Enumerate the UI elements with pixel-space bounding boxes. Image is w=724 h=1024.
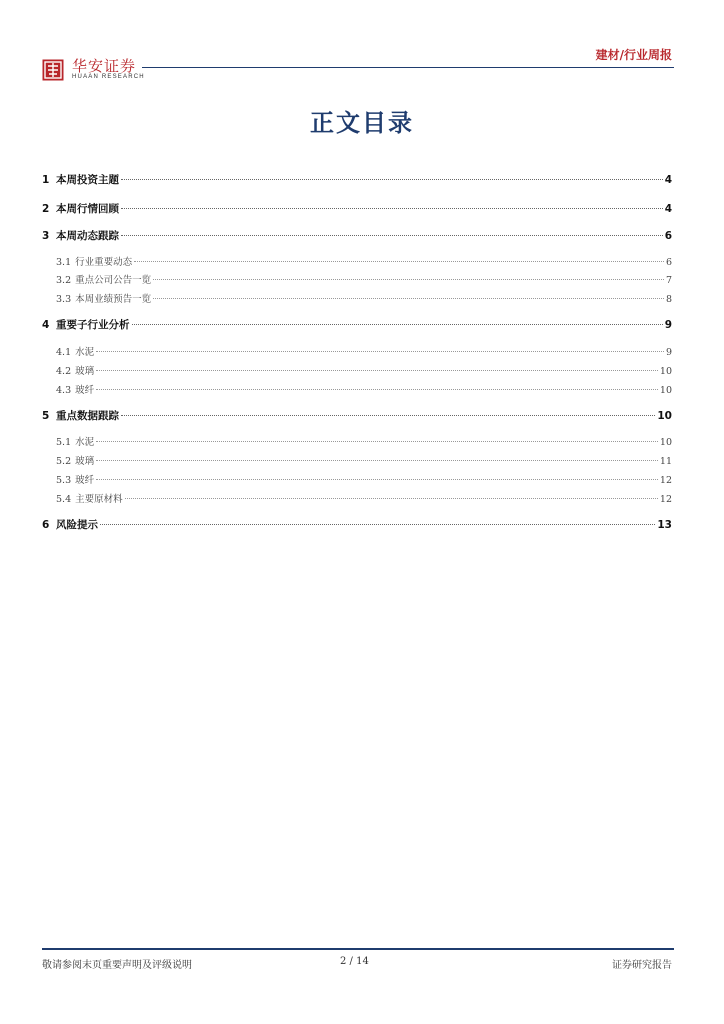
- toc-entry-title: 玻纤: [75, 385, 95, 396]
- toc-entry-title: 重点数据跟踪: [56, 410, 119, 422]
- toc-entry-page: 13: [657, 519, 672, 531]
- toc-subentry[interactable]: [42, 291, 672, 305]
- toc-entry-title: 本周投资主题: [56, 174, 119, 186]
- toc-entry-page: 10: [659, 437, 672, 448]
- toc-entry-title: 玻璃: [75, 456, 95, 467]
- toc-entry-page: 10: [659, 385, 672, 396]
- toc-entry-number: 4: [42, 319, 50, 331]
- toc-entry-title: 行业重要动态: [75, 257, 133, 268]
- page-title: 正文目录: [310, 109, 414, 137]
- footer-disclaimer: 敬请参阅末页重要声明及评级说明: [42, 960, 192, 971]
- toc-entry-number: 3.3: [56, 294, 72, 305]
- toc-entry-page: 8: [665, 294, 672, 305]
- toc-entry-title: 本周动态跟踪: [56, 230, 119, 242]
- toc-subentry[interactable]: [42, 472, 672, 486]
- toc-leader-dots: [96, 370, 658, 371]
- toc-leader-dots: [96, 351, 664, 352]
- toc-leader-dots: [96, 460, 658, 461]
- toc-entry-page: 6: [665, 257, 672, 268]
- toc-subentry[interactable]: [42, 254, 672, 268]
- report-category: 建材/行业周报: [595, 48, 672, 62]
- toc-entry-number: 5.1: [56, 437, 72, 448]
- toc-entry-number: 5: [42, 410, 50, 422]
- toc-entry-number: 2: [42, 203, 50, 215]
- toc-entry-title: 本周业绩预告一览: [75, 294, 152, 305]
- toc-entry-number: 1: [42, 174, 50, 186]
- toc-entry-page: 4: [664, 203, 672, 215]
- toc-entry-page: 11: [659, 456, 672, 467]
- toc-entry-title: 水泥: [75, 347, 95, 358]
- toc-entry-number: 3.1: [56, 257, 72, 268]
- toc-leader-dots: [153, 279, 664, 280]
- toc-entry[interactable]: [42, 201, 672, 216]
- toc-entry-number: 5.2: [56, 456, 72, 467]
- toc-entry-number: 3: [42, 230, 50, 242]
- toc-entry-number: 4.2: [56, 366, 72, 377]
- toc-subentry[interactable]: [42, 363, 672, 377]
- toc-entry-title: 重要子行业分析: [56, 319, 130, 331]
- toc-leader-dots: [121, 235, 663, 236]
- header-divider: [142, 67, 674, 68]
- toc-subentry[interactable]: [42, 382, 672, 396]
- toc-entry-number: 4.1: [56, 347, 72, 358]
- toc-entry[interactable]: [42, 228, 672, 243]
- toc-subentry[interactable]: [42, 453, 672, 467]
- toc-entry-number: 4.3: [56, 385, 72, 396]
- toc-entry-page: 9: [665, 347, 672, 358]
- page-header: [42, 44, 674, 84]
- toc-entry-title: 主要原材料: [75, 494, 123, 505]
- toc-leader-dots: [121, 179, 663, 180]
- toc-entry-page: 9: [664, 319, 672, 331]
- toc-leader-dots: [100, 524, 655, 525]
- toc-subentry[interactable]: [42, 272, 672, 286]
- footer-report-type: 证券研究报告: [612, 960, 672, 971]
- toc-entry-page: 10: [657, 410, 672, 422]
- toc-subentry[interactable]: [42, 344, 672, 358]
- toc-entry-page: 10: [659, 366, 672, 377]
- toc-leader-dots: [121, 208, 663, 209]
- toc-leader-dots: [96, 389, 658, 390]
- toc-entry[interactable]: [42, 317, 672, 332]
- toc-entry-page: 6: [664, 230, 672, 242]
- toc-leader-dots: [96, 479, 658, 480]
- logo-english-name: HUAAN RESEARCH: [72, 74, 145, 80]
- page-indicator: 2 / 14: [340, 956, 369, 967]
- toc-leader-dots: [96, 441, 658, 442]
- toc-subentry[interactable]: [42, 434, 672, 448]
- toc-entry[interactable]: [42, 172, 672, 187]
- toc-entry-number: 3.2: [56, 275, 72, 286]
- toc-entry-title: 水泥: [75, 437, 95, 448]
- footer-divider: [42, 948, 674, 950]
- toc-subentry[interactable]: [42, 491, 672, 505]
- toc-entry-title: 风险提示: [56, 519, 98, 531]
- toc-leader-dots: [134, 261, 664, 262]
- toc-entry-page: 7: [665, 275, 672, 286]
- toc-entry[interactable]: [42, 517, 672, 532]
- toc-entry-page: 12: [659, 475, 672, 486]
- toc-entry-page: 4: [664, 174, 672, 186]
- toc-leader-dots: [121, 415, 655, 416]
- toc-entry-number: 5.4: [56, 494, 72, 505]
- company-logo-icon: [42, 59, 64, 81]
- toc-leader-dots: [132, 324, 663, 325]
- toc-entry-title: 玻纤: [75, 475, 95, 486]
- toc-entry[interactable]: [42, 408, 672, 423]
- toc-leader-dots: [125, 498, 658, 499]
- logo-chinese-name: 华安证券: [72, 57, 137, 75]
- toc-entry-number: 6: [42, 519, 50, 531]
- toc-entry-title: 重点公司公告一览: [75, 275, 152, 286]
- toc-entry-title: 本周行情回顾: [56, 203, 119, 215]
- toc-entry-number: 5.3: [56, 475, 72, 486]
- toc-leader-dots: [153, 298, 664, 299]
- toc-entry-page: 12: [659, 494, 672, 505]
- toc-entry-title: 玻璃: [75, 366, 95, 377]
